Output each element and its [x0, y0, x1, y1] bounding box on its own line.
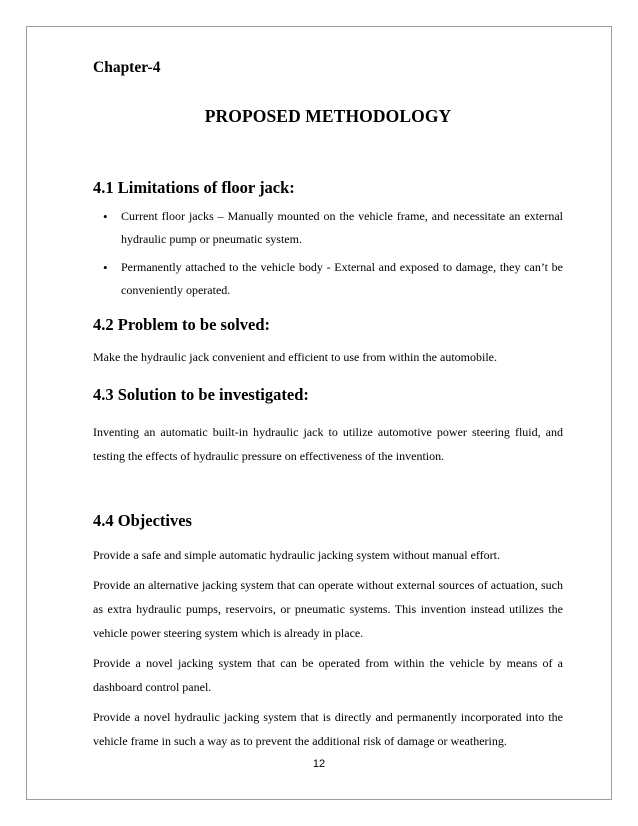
- page-title: PROPOSED METHODOLOGY: [204, 106, 452, 126]
- bullet-icon: •: [103, 209, 108, 224]
- list-item-text: Current floor jacks – Manually mounted on the vehicle frame, and necessitate an external hydraulic pump or pneumatic system.: [121, 209, 563, 246]
- objective-paragraph: Provide a novel hydraulic jacking system that is directly and permanently incorporated into the vehicle frame in such a way as to prevent the additional risk of damage or weathering.: [93, 710, 563, 748]
- objective-paragraph: Provide a safe and simple automatic hydraulic jacking system without manual effort.: [93, 548, 501, 562]
- limitations-list: [93, 205, 563, 307]
- list-item-text: Permanently attached to the vehicle body - External and exposed to damage, they can’t be conveniently operated.: [121, 260, 563, 297]
- objective-paragraph: Provide an alternative jacking system that can operate without external sources of actuation, such as extra hydraulic pumps, reservoirs, or pneumatic systems. This invention instead utilizes the vehicle power steering system which is already in place.: [93, 578, 563, 640]
- page-number: 12: [312, 758, 326, 770]
- section-4-3-heading: 4.3 Solution to be investigated:: [93, 385, 309, 404]
- bullet-icon: •: [103, 260, 108, 275]
- chapter-label: Chapter-4: [93, 59, 161, 76]
- section-4-1-heading: 4.1 Limitations of floor jack:: [93, 178, 295, 197]
- section-4-2-text: Make the hydraulic jack convenient and efficient to use from within the automobile.: [93, 350, 497, 364]
- list-item: [93, 256, 563, 302]
- objective-paragraph: Provide a novel jacking system that can be operated from within the vehicle by means of a dashboard control panel.: [93, 656, 563, 694]
- section-4-2-heading: 4.2 Problem to be solved:: [93, 315, 271, 334]
- list-item: [93, 205, 563, 251]
- section-4-3-text: Inventing an automatic built-in hydraulic jack to utilize automotive power steering fluid, and testing the effects of hydraulic pressure on effectiveness of the invention.: [93, 425, 563, 463]
- section-4-4-heading: 4.4 Objectives: [93, 511, 192, 530]
